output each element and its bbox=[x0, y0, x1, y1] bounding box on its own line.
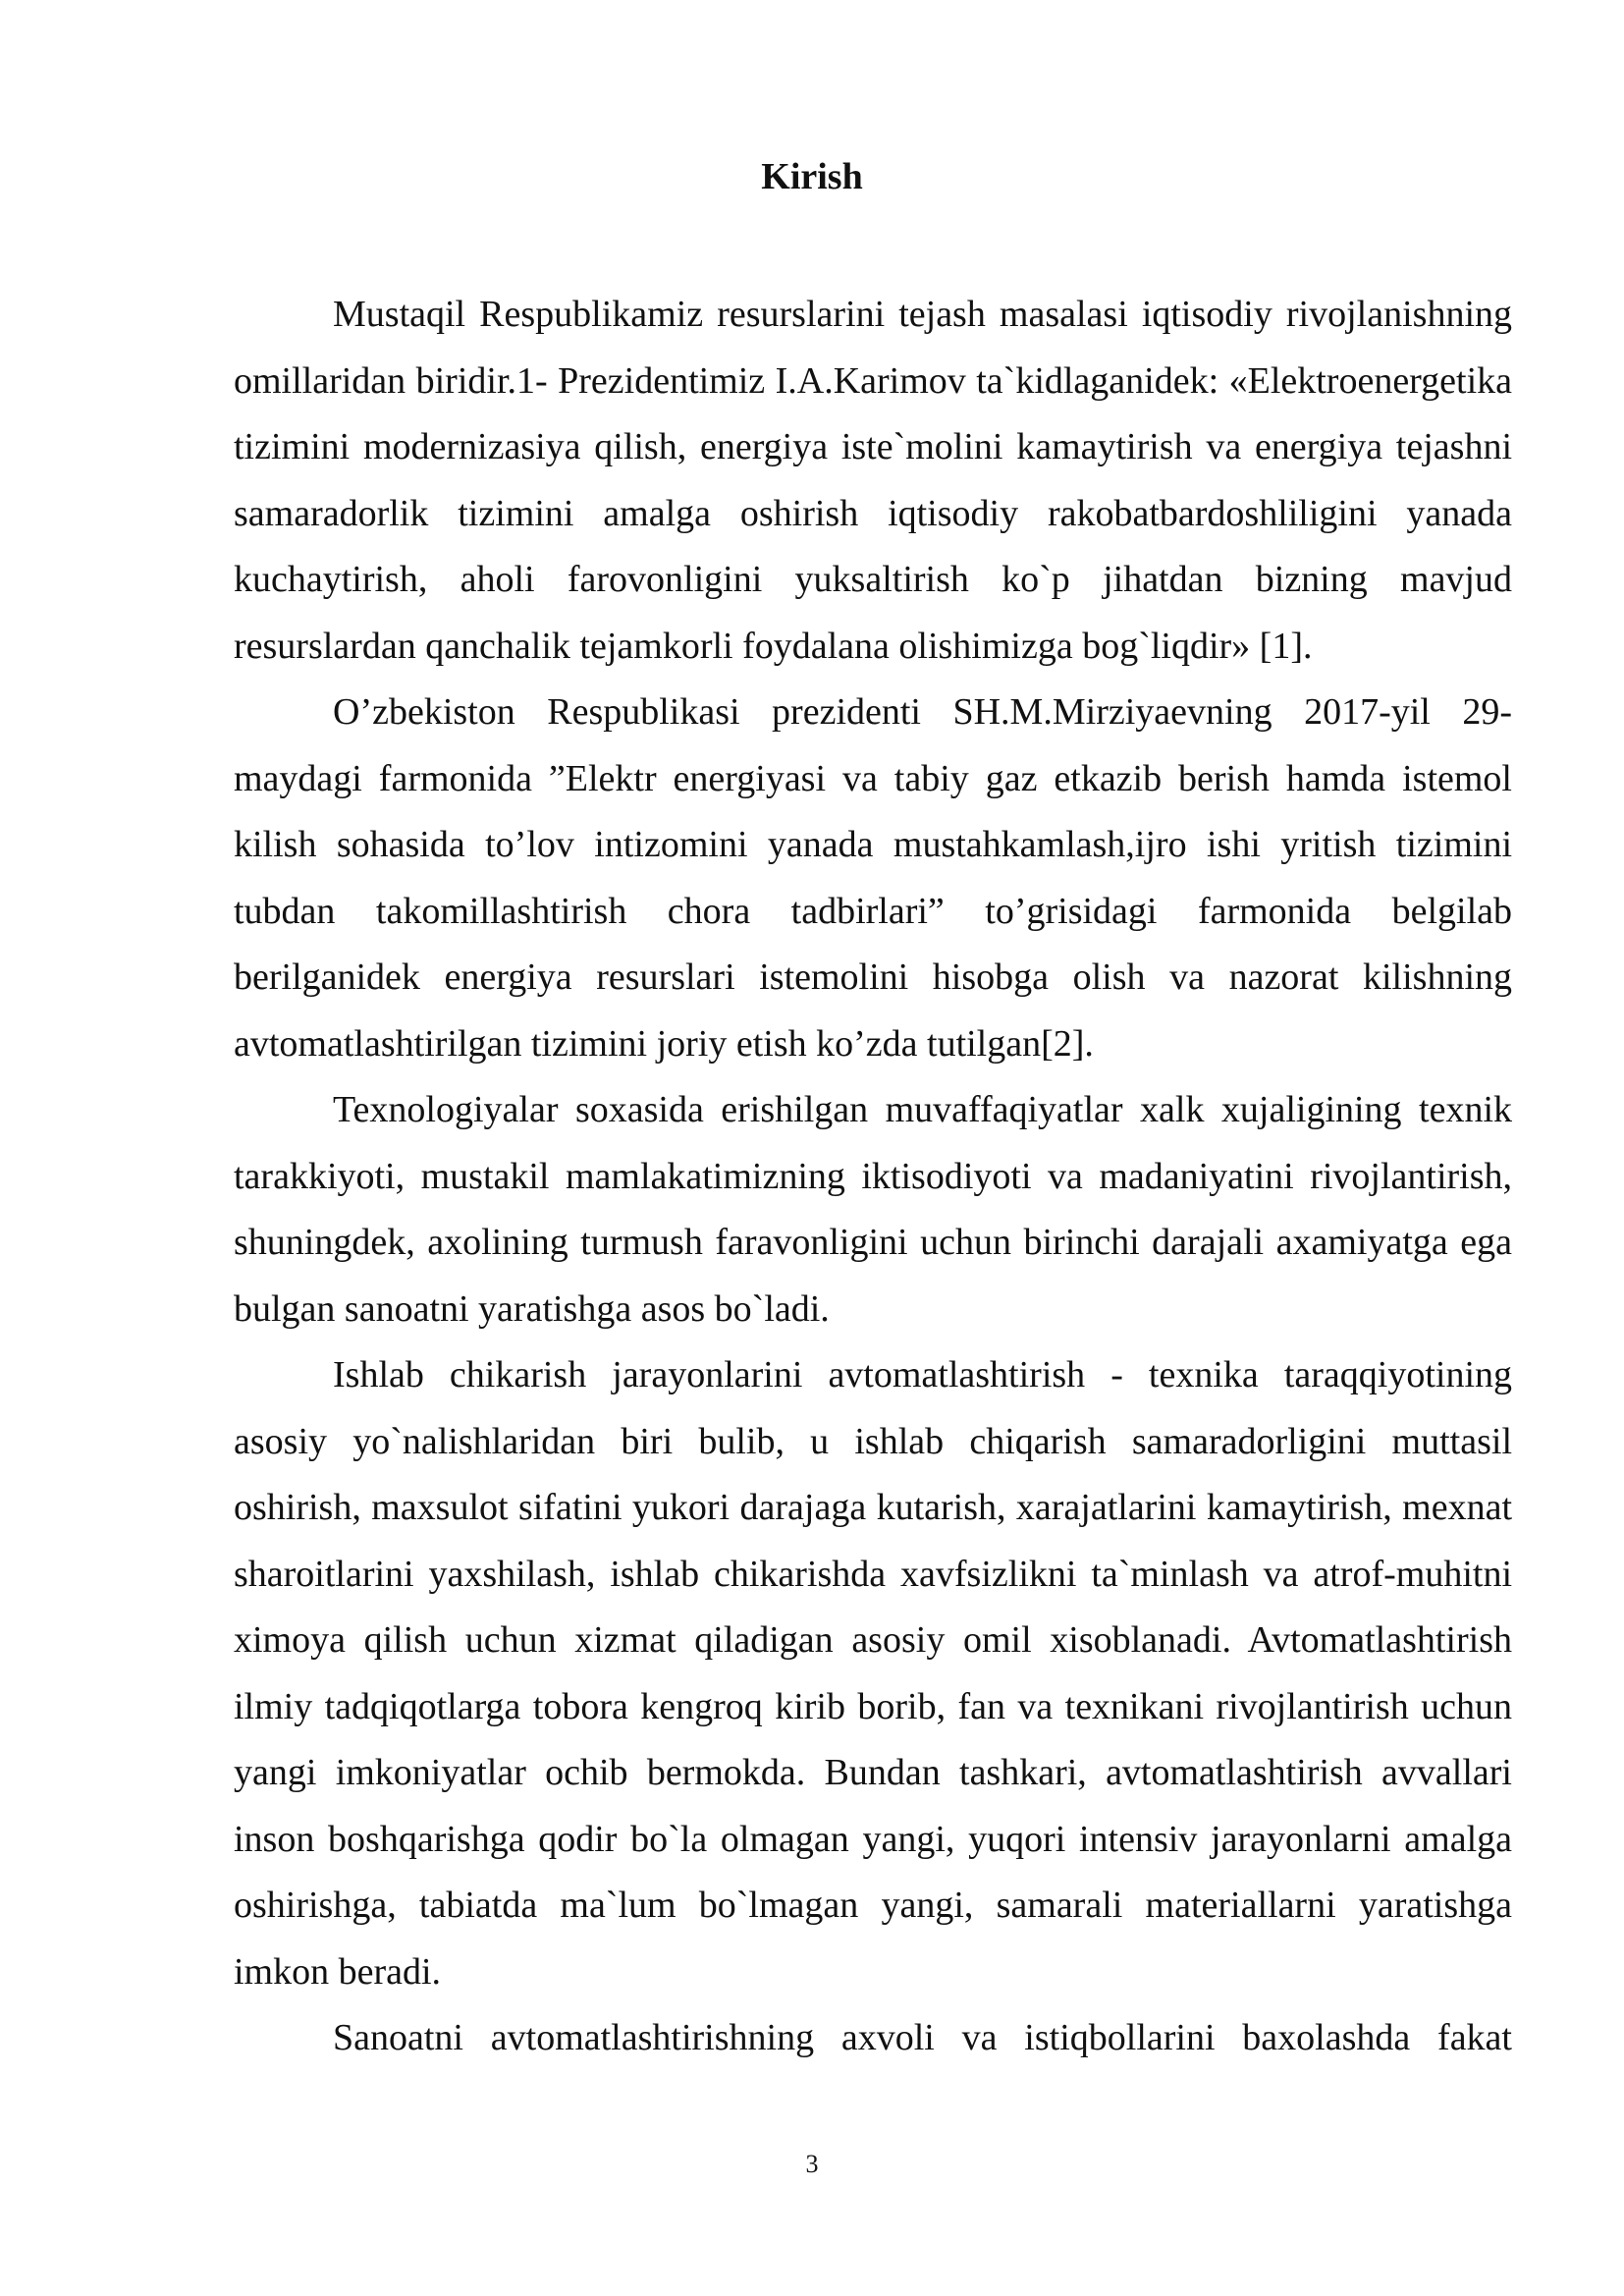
paragraph-5: Sanoatni avtomatlashtirishning axvoli va istiqbollarini baxolashda fakat bbox=[333, 2017, 1512, 2058]
body-text bbox=[234, 282, 1512, 2072]
page-title: Kirish bbox=[761, 156, 863, 197]
paragraph-2: O’zbekiston Respublikasi prezidenti SH.M.Mirziyaevning 2017-yil 29-maydagi farmonida ”Elektr energiyasi va tabiy gaz etkazib berish hamda istemol kilish sohasida to’lov intizomini yanada mustahkamlash,ijro ishi yritish tizimini tubdan takomillashtirish chora tadbirlari” to’grisidagi farmonida belgilab berilganidek energiya resurslari istemolini hisobga olish va nazorat kilishning avtomatlashtirilgan tizimini joriy etish ko’zda tutilgan[2]. bbox=[234, 691, 1512, 1065]
paragraph-4: Ishlab chikarish jarayonlarini avtomatlashtirish - texnika taraqqiyotining asosiy yo`nalishlaridan biri bulib, u ishlab chiqarish samaradorligini muttasil oshirish, maxsulot sifatini yukori darajaga kutarish, xarajatlarini kamaytirish, mexnat sharoitlarini yaxshilash, ishlab chikarishda xavfsizlikni ta`minlash va atrof-muhitni ximoya qilish uchun xizmat qiladigan asosiy omil xisoblanadi. Avtomatlashtirish ilmiy tadqiqotlarga tobora kengroq kirib borib, fan va texnikani rivojlantirish uchun yangi imkoniyatlar ochib bermokda. Bundan tashkari, avtomatlashtirish avvallari inson boshqarishga qodir bo`la olmagan yangi, yuqori intensiv jarayonlarni amalga oshirishga, tabiatda ma`lum bo`lmagan yangi, samarali materiallarni yaratishga imkon beradi. bbox=[234, 1354, 1512, 1993]
paragraph-3: Texnologiyalar soxasida erishilgan muvaffaqiyatlar xalk xujaligining texnik tarakkiyoti, mustakil mamlakatimizning iktisodiyoti va madaniyatini rivojlantirish, shuningdek, axolining turmush faravonligini uchun birinchi darajali axamiyatga ega bulgan sanoatni yaratishga asos bo`ladi. bbox=[234, 1089, 1512, 1330]
paragraph-1: Mustaqil Respublikamiz resurslarini tejash masalasi iqtisodiy rivojlanishning omillaridan biridir.1- Prezidentimiz I.A.Karimov ta`kidlaganidek: «Elektroenergetika tizimini modernizasiya qilish, energiya iste`molini kamaytirish va energiya tejashni samaradorlik tizimini amalga oshirish iqtisodiy rakobatbardoshliligini yanada kuchaytirish, aholi farovonligini yuksaltirish ko`p jihatdan bizning mavjud resurslardan qanchalik tejamkorli foydalana olishimizga bog`liqdir» [1]. bbox=[234, 294, 1512, 667]
page-number: 3 bbox=[805, 2150, 819, 2178]
